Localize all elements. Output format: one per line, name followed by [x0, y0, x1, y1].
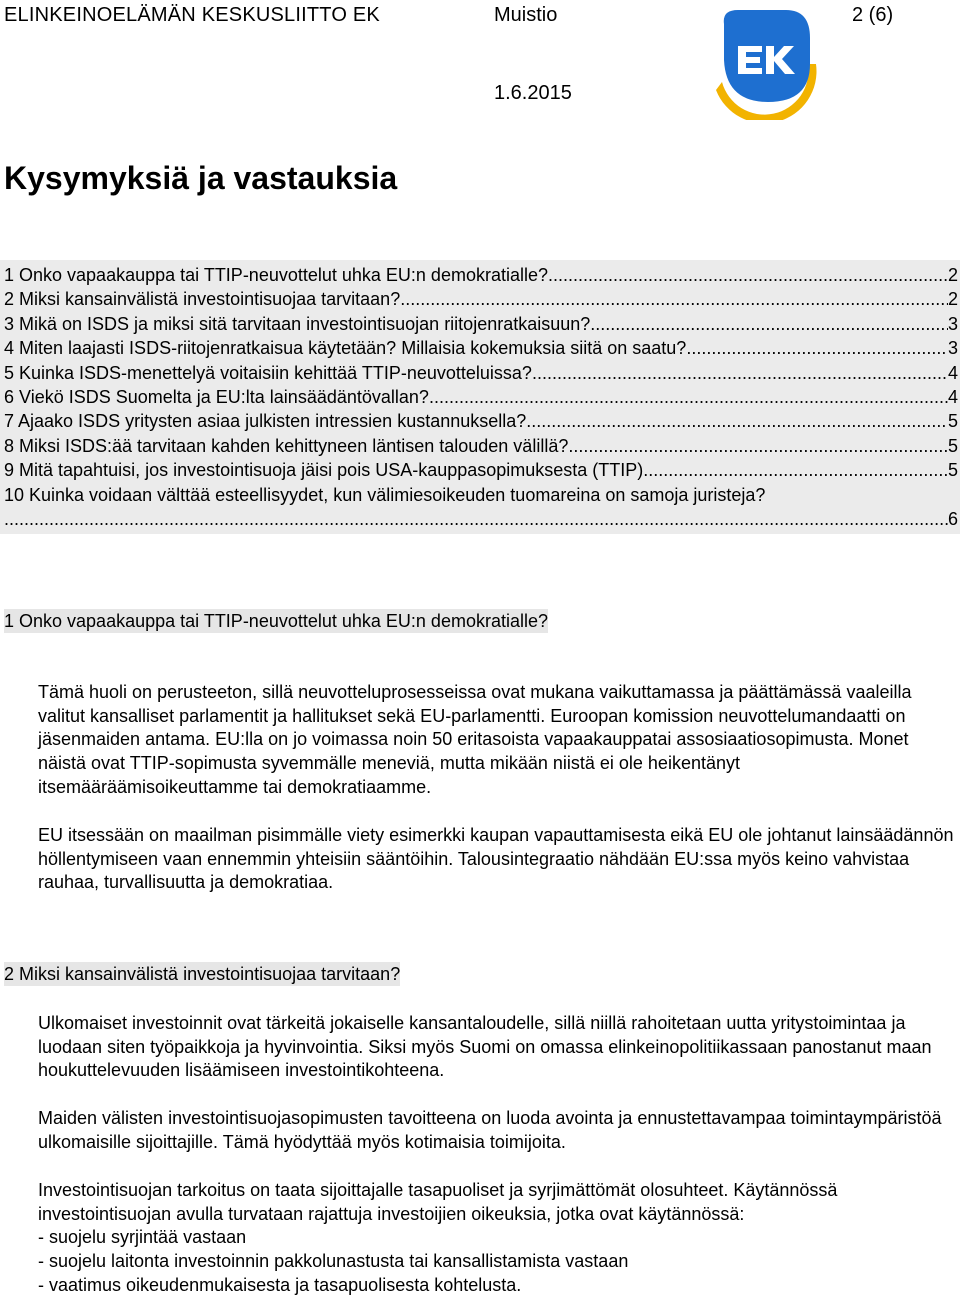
section-heading-2: 2 Miksi kansainvälistä investointisuojaa tarvitaan?	[4, 964, 401, 984]
toc-leader	[4, 507, 948, 531]
page-number: 2 (6)	[852, 4, 894, 26]
toc-leader	[429, 385, 948, 409]
section-2-paragraph-3	[38, 1179, 960, 1298]
toc-leader	[643, 458, 948, 482]
toc-leader	[548, 263, 948, 287]
section-2-paragraph-1: Ulkomaiset investoinnit ovat tärkeitä jokaiselle kansantaloudelle, sillä niillä rahoitetaan uutta yritystoimintaa ja luodaan siten työpaikkoja ja hyvinvointia. Siksi myös Suomi on omassa elinkeinopolitiikassaan panostanut maan houkuttelevuuden lisäämiseen investointikohteena.	[38, 1013, 932, 1081]
toc-item-text: 9 Mitä tapahtuisi, jos investointisuoja jäisi pois USA-kauppasopimuksesta (TTIP)	[4, 460, 644, 481]
toc-item-page: 5	[947, 411, 958, 432]
toc-item-page: 4	[947, 387, 958, 408]
toc-item-4[interactable]	[4, 336, 960, 360]
list-item: - suojelu laitonta investoinnin pakkolunastusta tai kansallistamista vastaan	[38, 1251, 629, 1272]
toc-leader	[686, 336, 948, 360]
toc-item-page: 3	[947, 313, 958, 334]
toc-item-page: 3	[947, 338, 958, 359]
section-heading-1: 1 Onko vapaakauppa tai TTIP-neuvottelut uhka EU:n demokratialle?	[4, 611, 548, 631]
toc-item-text: 8 Miksi ISDS:ää tarvitaan kahden kehittyneen läntisen talouden välillä?	[4, 435, 569, 456]
toc-item-2[interactable]	[4, 287, 960, 311]
toc-item-1[interactable]	[4, 263, 960, 287]
list-item: - vaatimus oikeudenmukaisesta ja tasapuolisesta kohtelusta.	[38, 1274, 522, 1295]
toc-leader	[532, 361, 948, 385]
toc-item-9[interactable]	[4, 458, 960, 482]
toc-item-page: 2	[947, 289, 958, 310]
toc-item-text: 5 Kuinka ISDS-menettelyä voitaisiin kehittää TTIP-neuvotteluissa?	[4, 362, 532, 383]
toc-item-page: 2	[947, 265, 958, 285]
organization-name: ELINKEINOELÄMÄN KESKUSLIITTO EK	[4, 4, 380, 26]
toc-item-text: 2 Miksi kansainvälistä investointisuojaa tarvitaan?	[4, 289, 401, 310]
toc-item-page: 4	[947, 362, 958, 383]
toc-item-5[interactable]	[4, 361, 960, 385]
toc-item-text: 7 Ajaako ISDS yritysten asiaa julkisten intressien kustannuksella?	[4, 411, 527, 432]
toc-item-page: 5	[947, 460, 958, 481]
section-1-paragraph-2: EU itsessään on maailman pisimmälle viety esimerkki kaupan vapauttamisesta eikä EU ole johtanut lainsäädännön höllentymiseen vaan ennemmin yhteisiin sääntöihin. Talousintegraatio nähdään EU:ssa myös keino vahvistaa rauhaa, turvallisuutta ja demokratiaa.	[38, 825, 954, 893]
toc-item-3[interactable]	[4, 312, 960, 336]
document-type: Muistio	[494, 4, 558, 26]
toc-item-page: 5	[947, 435, 958, 456]
section-2-paragraph-3-text: Investointisuojan tarkoitus on taata sijoittajalle tasapuoliset ja syrjimättömät olosuhteet. Käytännössä investointisuojan avulla turvataan rajattuja investoijien oikeuksia, jotka ovat käytännössä:	[38, 1180, 838, 1224]
page-title: Kysymyksiä ja vastauksia	[4, 160, 398, 196]
toc-leader	[526, 409, 948, 433]
toc-item-8[interactable]	[4, 434, 960, 458]
toc-item-text: 10 Kuinka voidaan välttää esteellisyydet, kun välimiesoikeuden tuomareina on samoja juristeja?	[4, 484, 766, 505]
toc-item-text: 4 Miten laajasti ISDS-riitojenratkaisua käytetään? Millaisia kokemuksia siitä on saatu?	[4, 338, 687, 359]
ek-logo	[704, 2, 822, 120]
section-2-paragraph-2: Maiden välisten investointisuojasopimusten tavoitteena on luoda avointa ja ennustettavampaa toimintaympäristöä ulkomaisille sijoittajille. Tämä hyödyttää myös kotimaisia toimijoita.	[38, 1108, 942, 1152]
toc-leader	[400, 287, 948, 311]
toc-item-6[interactable]	[4, 385, 960, 409]
toc-item-text: 1 Onko vapaakauppa tai TTIP-neuvottelut uhka EU:n demokratialle?	[4, 265, 548, 285]
toc-item-page: 6	[947, 509, 958, 530]
toc-leader	[568, 434, 948, 458]
toc-item-text: 6 Viekö ISDS Suomelta ja EU:lta lainsäädäntövallan?	[4, 387, 429, 408]
document-date: 1.6.2015	[494, 82, 572, 104]
toc-item-7[interactable]	[4, 409, 960, 433]
list-item: - suojelu syrjintää vastaan	[38, 1227, 247, 1248]
toc-leader	[590, 312, 948, 336]
toc-item-text: 3 Mikä on ISDS ja miksi sitä tarvitaan investointisuojan riitojenratkaisuun?	[4, 313, 591, 334]
table-of-contents	[0, 260, 960, 534]
section-1-paragraph-1: Tämä huoli on perusteeton, sillä neuvotteluprosesseissa ovat mukana vaikuttamassa ja päättämässä vaaleilla valitut kansalliset parlamentit ja hallitukset sekä EU-parlamentti. Euroopan komission neuvottelumandaatti on jäsenmaiden antama. EU:lla on jo voimassa noin 50 eritasoista vapaakauppatai assosiaatiosopimusta. Monet näistä ovat TTIP-sopimusta syvemmälle meneviä, mutta mikään niistä ei ole heikentänyt itsemääräämisoikeuttamme tai demokratiaamme.	[38, 682, 912, 797]
toc-item-10[interactable]	[4, 483, 960, 532]
